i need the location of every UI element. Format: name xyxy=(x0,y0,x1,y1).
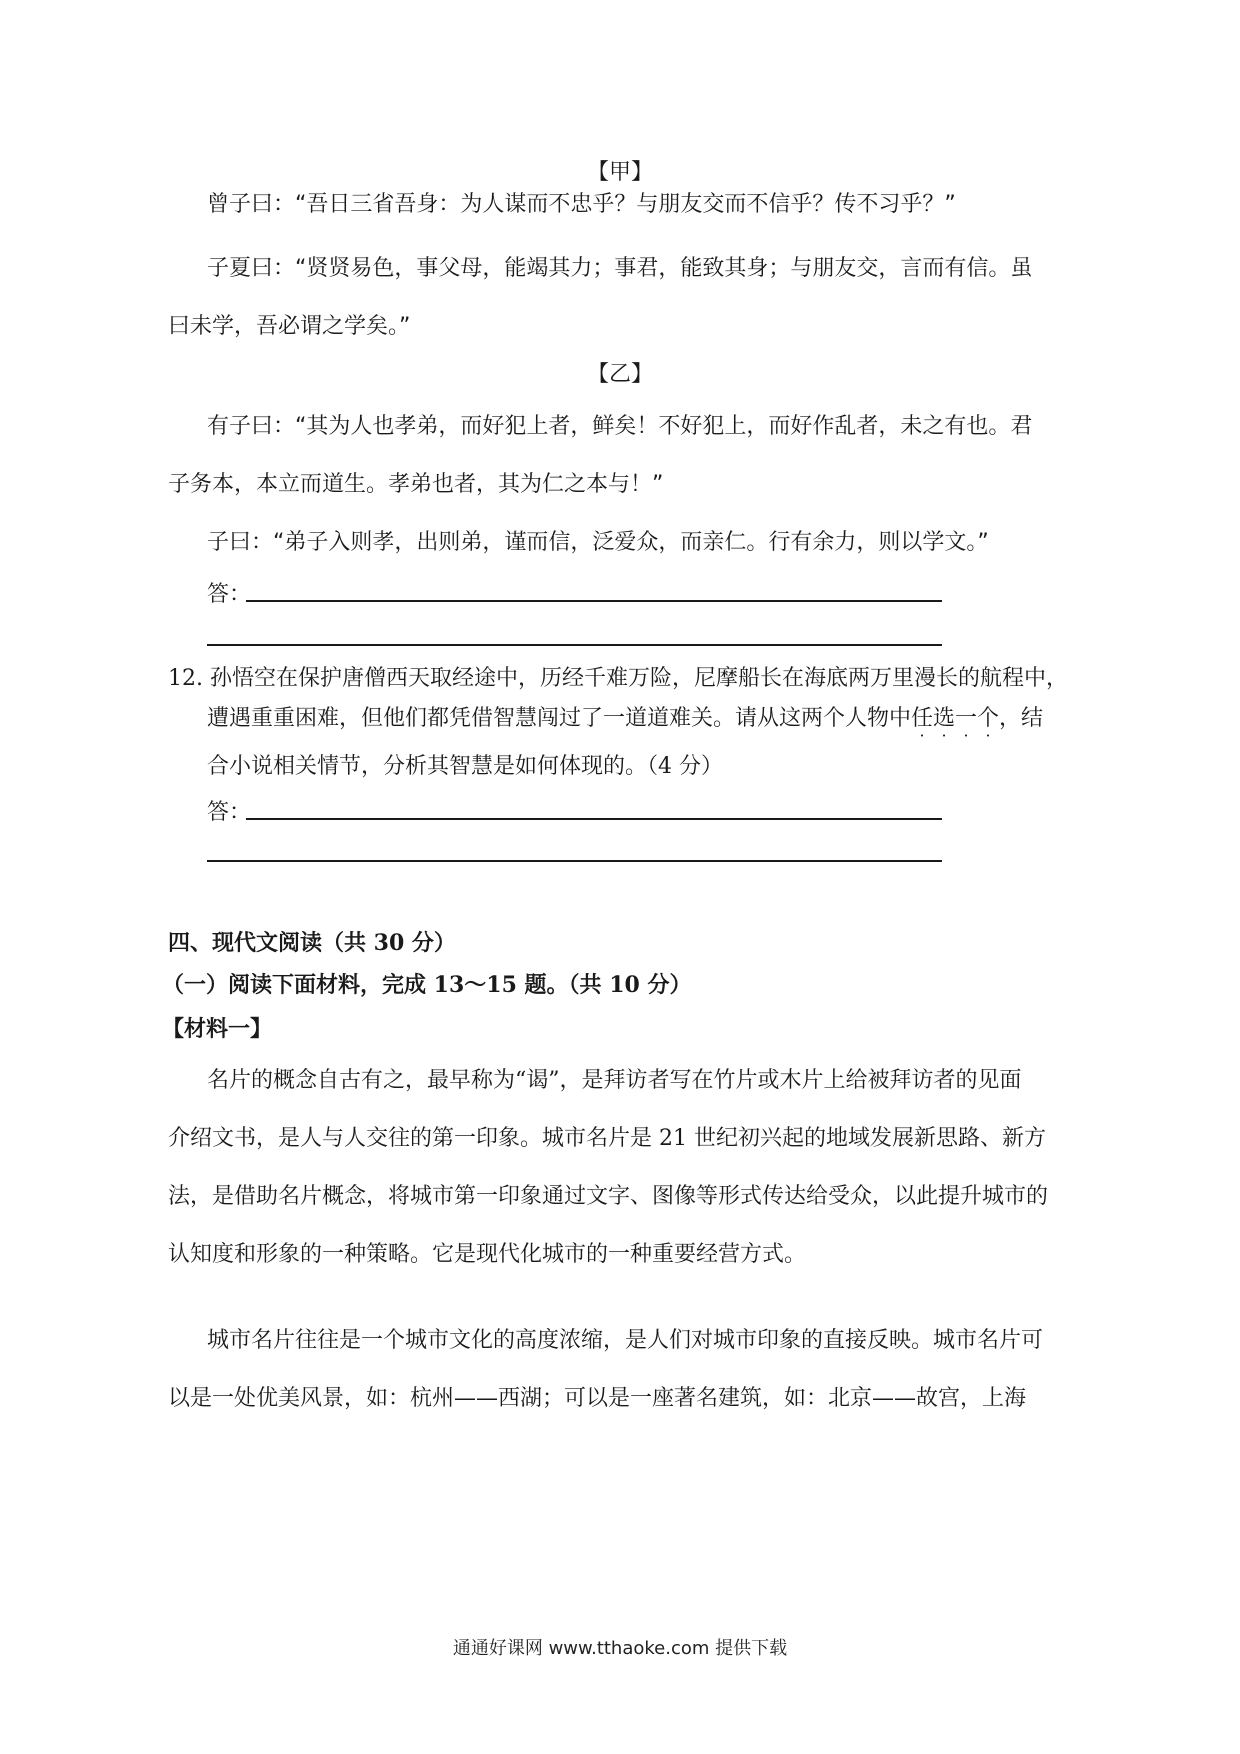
emphasis-dots: · · · · xyxy=(919,726,991,745)
material-paragraph: 城市名片往往是一个城市文化的高度浓缩，是人们对城市印象的直接反映。城市名片可 xyxy=(207,1328,1044,1353)
answer-line[interactable] xyxy=(207,860,942,862)
answer-label: 答： xyxy=(207,582,252,607)
answer-label: 答： xyxy=(207,800,252,825)
passage-paragraph: 有子曰：“其为人也孝弟，而好犯上者，鲜矣！不好犯上，而好作乱者，未之有也。君 xyxy=(207,414,1033,439)
emphasized-text xyxy=(911,706,1000,745)
answer-line[interactable] xyxy=(246,818,942,820)
page-footer: 通通好课网 www.tthaoke.com 提供下载 xyxy=(452,1638,788,1659)
section-heading-yi: 【乙】 xyxy=(586,362,653,387)
answer-line[interactable] xyxy=(246,600,942,602)
passage-paragraph-continued: 曰未学，吾必谓之学矣。” xyxy=(168,314,411,339)
material-paragraph-continued: 法，是借助名片概念，将城市第一印象通过文字、图像等形式传达给受众，以此提升城市的 xyxy=(168,1184,1049,1209)
passage-paragraph-continued: 子务本，本立而道生。孝弟也者，其为仁之本与！” xyxy=(168,472,664,497)
answer-line[interactable] xyxy=(207,644,942,646)
subsection-title: （一）阅读下面材料，完成 13～15 题。（共 10 分） xyxy=(162,972,692,998)
section-heading-jia: 【甲】 xyxy=(586,160,653,185)
emphasized-phrase: 任选一个 xyxy=(911,706,1000,731)
question-12-text: 合小说相关情节，分析其智慧是如何体现的。（4 分） xyxy=(207,754,723,779)
material-paragraph-continued: 以是一处优美风景，如：杭州——西湖；可以是一座著名建筑，如：北京——故宫，上海 xyxy=(168,1386,1027,1411)
passage-paragraph: 子曰：“弟子入则孝，出则弟，谨而信，泛爱众，而亲仁。行有余力，则以学文。” xyxy=(207,530,989,555)
passage-paragraph: 曾子曰：“吾日三省吾身：为人谋而不忠乎？与朋友交而不信乎？传不习乎？” xyxy=(207,192,956,217)
material-heading: 【材料一】 xyxy=(162,1016,273,1042)
material-paragraph-continued: 介绍文书，是人与人交往的第一印象。城市名片是 21 世纪初兴起的地域发展新思路、新方 xyxy=(168,1126,1046,1151)
section-title: 四、现代文阅读（共 30 分） xyxy=(168,930,456,956)
question-12-text-part: 遭遇重重困难，但他们都凭借智慧闯过了一道道难关。请从这两个人物中 xyxy=(207,706,912,731)
material-paragraph-continued: 认知度和形象的一种策略。它是现代化城市的一种重要经营方式。 xyxy=(168,1242,807,1267)
question-12-text xyxy=(207,704,1044,745)
material-paragraph: 名片的概念自古有之，最早称为“谒”，是拜访者写在竹片或木片上给被拜访者的见面 xyxy=(207,1068,1022,1093)
question-12-text-part: ，结 xyxy=(999,706,1044,731)
question-12-text: 12. 孙悟空在保护唐僧西天取经途中，历经千难万险，尼摩船长在海底两万里漫长的航程中， xyxy=(168,666,1068,691)
passage-paragraph: 子夏曰：“贤贤易色，事父母，能竭其力；事君，能致其身；与朋友交，言而有信。虽 xyxy=(207,256,1033,281)
